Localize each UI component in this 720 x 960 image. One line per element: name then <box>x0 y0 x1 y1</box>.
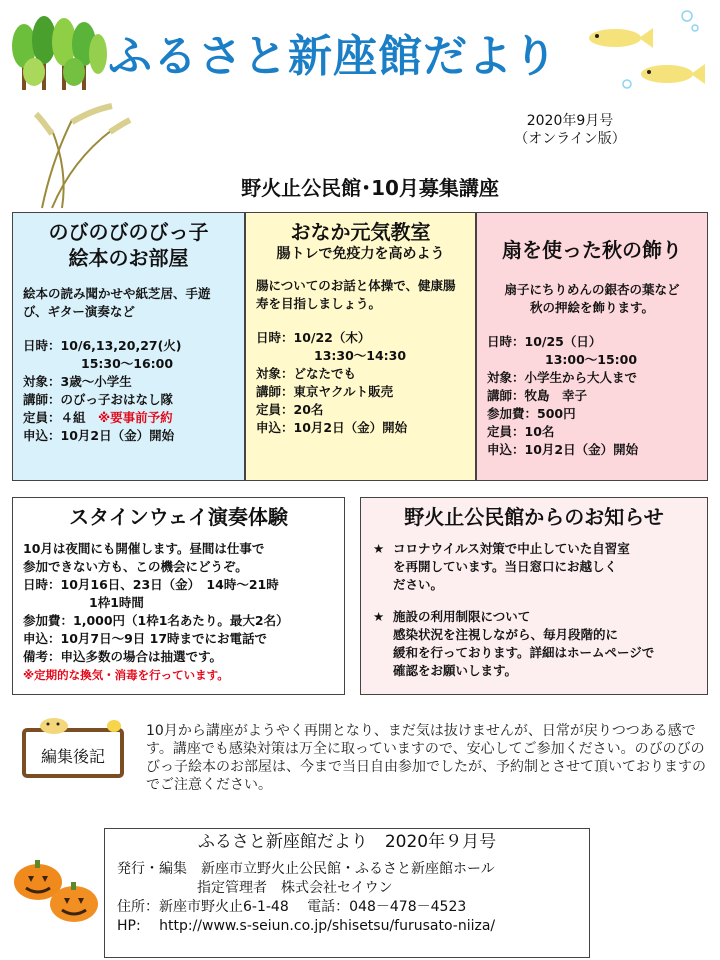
course-description: 絵本の読み聞かせや紙芝居、手遊び、ギター演奏など <box>23 286 211 319</box>
course-capacity: 定員：20名 <box>256 402 324 417</box>
course-time: 13:30～14:30 <box>314 348 407 363</box>
course-instructor: 講師：牧島 幸子 <box>487 388 588 403</box>
issue-edition: （オンライン版） <box>514 131 626 147</box>
pumpkin-icon <box>10 852 110 926</box>
steinway-apply: 申込：10月7日～9日 17時までにお電話で <box>23 631 268 646</box>
course-capacity <box>23 409 234 427</box>
editor-note-label: 編集後記 <box>40 747 105 766</box>
notice-text <box>393 608 654 680</box>
course-apply: 申込：10月2日（金）開始 <box>487 442 639 457</box>
notice-text-line: 感染状況を注視しながら、毎月段階的に <box>393 627 619 642</box>
footer-manager: 指定管理者 株式会社セイウン <box>197 880 393 896</box>
issue-date <box>490 112 650 148</box>
section-title: 野火止公民館･10月募集講座 <box>241 176 499 200</box>
notice-item <box>371 540 697 594</box>
course-title: のびのびのびっ子 <box>48 220 209 244</box>
editor-note-text: 10月から講座がようやく再開となり、まだ気は抜けませんが、日常が戻りつつある感です。講座でも感染対策は万全に取っていますので、安心してご参加ください。のびのびのびっ子絵本のお部屋は、今まで当日自由参加でしたが、予約制とさせて頂いておりますのでご注意ください。 <box>146 723 706 793</box>
issue-month: 2020年9月号 <box>526 113 614 129</box>
course-fee: 参加費：500円 <box>487 406 576 421</box>
fish-illustration <box>575 8 715 108</box>
footer-title: ふるさと新座館だより 2020年９月号 <box>197 832 497 852</box>
notice-text-line: コロナウイルス対策で中止していた自習室 <box>393 541 630 556</box>
course-gut-health <box>245 212 476 481</box>
steinway-intro-2: 参加できない方も、この機会にどうぞ。 <box>23 559 248 574</box>
notice-item <box>371 608 697 680</box>
footer-colophon <box>104 828 590 958</box>
footer-homepage: HP: http://www.s-seiun.co.jp/shisetsu/furusato-niiza/ <box>117 918 496 934</box>
steinway-date: 日時：10月16日、23日（金） 14時～21時 <box>23 577 279 592</box>
steinway-fee: 参加費：1,000円（1枠1名あたり。最大2名） <box>23 613 289 628</box>
course-description <box>487 281 697 317</box>
steinway-intro-1: 10月は夜間にも開催します。昼間は仕事で <box>23 541 265 556</box>
course-picture-book <box>12 212 245 481</box>
course-instructor: 講師：東京ヤクルト販売 <box>256 384 394 399</box>
star-icon: ★ <box>373 609 385 624</box>
course-description-line2: 秋の押絵を飾ります。 <box>529 300 654 315</box>
steinway-warning: ※定期的な換気・消毒を行っています。 <box>23 668 229 682</box>
course-target: 対象：3歳～小学生 <box>23 374 132 389</box>
steinway-note: 備考：申込多数の場合は抽選です。 <box>23 649 223 664</box>
notice-text-line: 確認をお願いします。 <box>393 663 518 678</box>
course-title: おなか元気教室 <box>290 220 431 244</box>
course-title: 扇を使った秋の飾り <box>502 238 682 262</box>
reservation-note: ※要事前予約 <box>98 410 173 425</box>
course-description: 腸についてのお話と体操で、健康腸寿を目指しましょう。 <box>256 278 456 311</box>
course-title-line2: 絵本のお部屋 <box>68 246 189 270</box>
course-fan-decoration <box>476 212 708 481</box>
course-date: 日時：10/25（日） <box>487 334 602 349</box>
course-target: 対象：どなたでも <box>256 366 357 381</box>
pampas-grass-illustration <box>32 100 132 210</box>
course-apply: 申込：10月2日（金）開始 <box>23 428 175 443</box>
steinway-slot: 1枠1時間 <box>89 595 144 610</box>
forest-trees-illustration <box>8 14 108 94</box>
footer-publisher: 発行・編集 新座市立野火止公民館・ふるさと新座館ホール <box>117 861 495 877</box>
star-icon: ★ <box>373 541 385 556</box>
course-date: 日時：10/22（木） <box>256 330 371 345</box>
course-description-line1: 扇子にちりめんの銀杏の葉など <box>504 282 680 297</box>
notice-title: 野火止公民館からのお知らせ <box>404 505 664 529</box>
notice-text-line: 緩和を行っております。詳細はホームページで <box>393 645 655 660</box>
footer-address: 住所：新座市野火止6-1-48 電話：048－478－4523 <box>117 899 467 915</box>
notice-box <box>360 497 708 695</box>
course-instructor: 講師：のびっ子おはなし隊 <box>23 392 174 407</box>
newsletter-title: ふるさと新座館だより <box>108 31 558 82</box>
notice-text-line: ださい。 <box>393 577 444 592</box>
capacity-value: 定員：４組 <box>23 410 86 425</box>
course-subtitle: 腸トレで免疫力を高めよう <box>276 246 445 262</box>
notice-text-line: を再開しています。当日窓口にお越しく <box>393 559 618 574</box>
course-target: 対象：小学生から大人まで <box>487 370 638 385</box>
steinway-experience <box>12 497 345 695</box>
course-date: 日時：10/6,13,20,27(火) <box>23 338 182 353</box>
course-apply: 申込：10月2日（金）開始 <box>256 420 408 435</box>
notice-text <box>393 540 630 594</box>
course-time: 15:30～16:00 <box>81 356 174 371</box>
course-time: 13:00～15:00 <box>545 352 638 367</box>
course-capacity: 定員：10名 <box>487 424 555 439</box>
notice-text-line: 施設の利用制限について <box>393 609 531 624</box>
steinway-title: スタインウェイ演奏体験 <box>69 505 288 529</box>
